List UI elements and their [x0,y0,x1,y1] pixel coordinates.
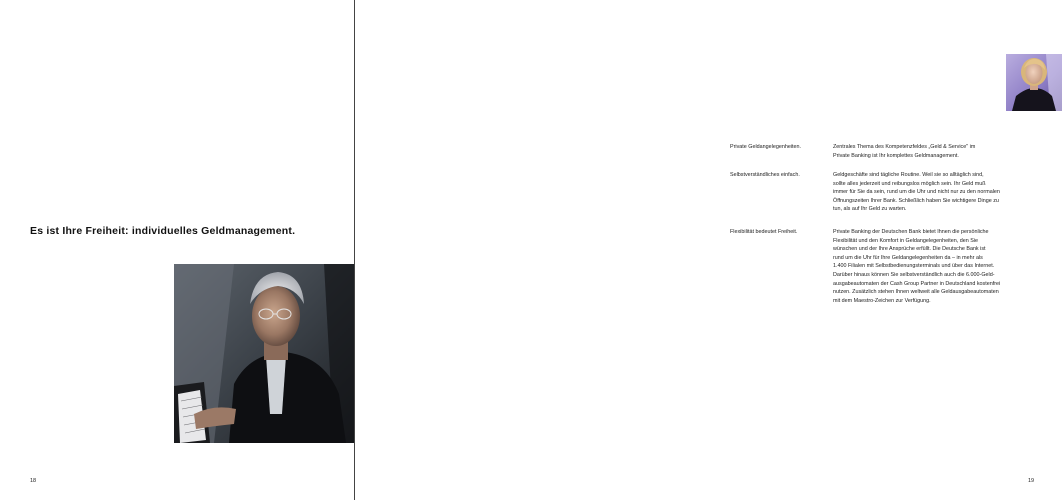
text-line: Flexibilität und den Komfort in Geldangelegenheiten, den Sie [833,237,979,244]
page-number-left: 18 [30,478,37,484]
text-line: Darüber hinaus können Sie selbstverständlich auch die 6.000-Geld- [833,271,995,278]
section-body-selbstverstaendliches [833,171,1053,214]
text-line: wünschen und der Ihre Ansprüche erfüllt. Die Deutsche Bank ist [833,246,986,253]
text-line: Zentrales Thema des Kompetenzfeldes „Geld & Service" im [833,144,976,150]
page-number-right: 19 [1028,478,1035,484]
headline: Es ist Ihre Freiheit: individuelles Geldmanagement. [30,225,296,237]
section-label-private-geldangelegenheiten: Private Geldangelegenheiten. [730,144,802,150]
section-body-private-geldangelegenheiten [833,143,1053,160]
text-line: immer für Sie da sein, rund um die Uhr und nicht nur zu den normalen [833,189,1000,196]
text-line: 1.400 Filialen mit Selbstbedienungsterminals und über das Internet. [833,263,995,270]
section-label-flexibilitaet: Flexibilität bedeutet Freiheit. [730,229,798,235]
text-line: Geldgeschäfte sind tägliche Routine. Weil sie so alltäglich sind, [833,172,984,178]
text-line: mit dem Maestro-Zeichen zur Verfügung. [833,297,931,304]
section-body-flexibilitaet [833,228,1053,305]
text-line: sollte alles jederzeit und reibungslos möglich sein. Ihr Geld muß [833,180,986,187]
left-page [0,0,354,500]
text-line: Private Banking ist Ihr komplettes Geldmanagement. [833,152,959,159]
section-label-selbstverstaendliches: Selbstverständliches einfach. [730,172,800,178]
text-line: tun, als auf Ihr Geld zu warten. [833,206,907,213]
right-page [355,0,1035,500]
text-line: ausgabeautomaten der Cash Group Partner in Deutschland kostenfrei [833,280,1001,287]
text-line: Öffnungszeiten Ihrer Bank. Schließlich haben Sie wichtigere Dinge zu [833,197,999,204]
text-line: Private Banking der Deutschen Bank bietet Ihnen die persönliche [833,229,989,235]
portrait-photo-woman [1006,54,1062,111]
text-line: nutzen. Zusätzlich stehen Ihnen weltweit alle Geldausgabeautomaten [833,289,999,296]
text-line: rund um die Uhr für Ihre Geldangelegenheiten da – in mehr als [833,254,983,261]
portrait-photo-man [174,264,354,443]
